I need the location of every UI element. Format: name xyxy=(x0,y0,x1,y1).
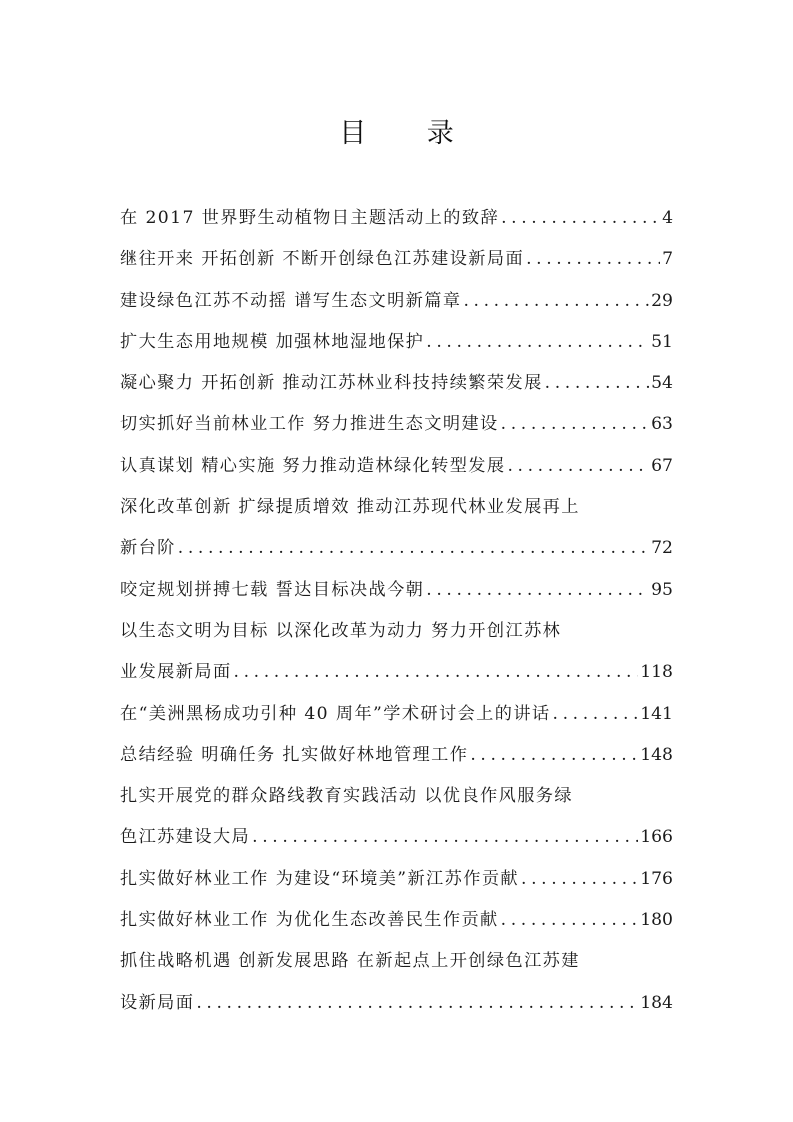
toc-entry[interactable] xyxy=(120,900,673,941)
toc-entry-title: 继往开来 开拓创新 不断开创绿色江苏建设新局面 xyxy=(120,249,525,270)
toc-entry-page: 95 xyxy=(651,579,673,600)
toc-leader-dots xyxy=(470,735,638,776)
toc-entry-line1[interactable] xyxy=(120,776,673,817)
toc-leader-dots xyxy=(463,281,649,322)
toc-entry-page: 29 xyxy=(651,290,673,311)
toc-entry-page: 67 xyxy=(651,455,673,476)
toc-entry-title: 认真谋划 精心实施 努力推动造林绿化转型发展 xyxy=(120,455,506,476)
toc-leader-dots xyxy=(553,694,639,735)
toc-entry-line1[interactable] xyxy=(120,487,673,528)
toc-entry-title: 在“美洲黑杨成功引种 40 周年”学术研讨会上的讲话 xyxy=(120,703,551,724)
toc-entry-page: 166 xyxy=(640,827,673,848)
toc-entry-page: 72 xyxy=(651,538,673,559)
toc-leader-dots xyxy=(196,983,638,1024)
toc-entry[interactable] xyxy=(120,528,673,569)
toc-entry-page: 180 xyxy=(640,910,673,931)
toc-entry[interactable] xyxy=(120,363,673,404)
toc-leader-dots xyxy=(252,817,638,858)
toc-entry[interactable] xyxy=(120,983,673,1024)
toc-entry-title: 设新局面 xyxy=(120,992,195,1013)
toc-entry-title: 在 2017 世界野生动植物日主题活动上的致辞 xyxy=(120,208,500,228)
toc-entry-title: 切实抓好当前林业工作 努力推进生态文明建设 xyxy=(120,414,499,435)
toc-entry-page: 176 xyxy=(640,868,673,889)
toc-leader-dots xyxy=(526,239,660,280)
toc-entry[interactable] xyxy=(120,652,673,693)
toc-leader-dots xyxy=(178,528,649,569)
toc-leader-dots xyxy=(501,900,639,941)
toc-entry-title: 色江苏建设大局 xyxy=(120,827,251,848)
toc-leader-dots xyxy=(545,363,649,404)
toc-entry-line1[interactable] xyxy=(120,941,673,982)
toc-entry-title: 凝心聚力 开拓创新 推动江苏林业科技持续繁荣发展 xyxy=(120,373,543,394)
toc-entry-title-line1: 深化改革创新 扩绿提质增效 推动江苏现代林业发展再上 xyxy=(120,497,580,518)
toc-entry[interactable] xyxy=(120,322,673,363)
toc-entry[interactable] xyxy=(120,239,673,280)
page-title: 目 录 xyxy=(339,118,480,149)
toc-entry-title: 扩大生态用地规模 加强林地湿地保护 xyxy=(120,331,425,352)
toc-leader-dots xyxy=(426,322,649,363)
toc-entry-title-line1: 抓住战略机遇 创新发展思路 在新起点上开创绿色江苏建 xyxy=(120,951,580,972)
toc-entry-page: 63 xyxy=(651,414,673,435)
toc-leader-dots xyxy=(507,446,649,487)
toc-entry-line1[interactable] xyxy=(120,611,673,652)
toc-entry[interactable] xyxy=(120,694,673,735)
toc-entry-title: 咬定规划拼搏七载 誓达目标决战今朝 xyxy=(120,579,425,600)
toc-entry[interactable] xyxy=(120,281,673,322)
table-of-contents xyxy=(120,198,673,1024)
toc-entry-page: 118 xyxy=(640,662,673,683)
toc-leader-dots xyxy=(426,570,649,611)
toc-entry[interactable] xyxy=(120,198,673,239)
toc-entry-title-line1: 扎实开展党的群众路线教育实践活动 以优良作风服务绿 xyxy=(120,786,573,807)
toc-entry-title: 建设绿色江苏不动摇 谱写生态文明新篇章 xyxy=(120,290,462,311)
toc-entry-page: 141 xyxy=(640,703,673,724)
toc-entry-title: 扎实做好林业工作 为优化生态改善民生作贡献 xyxy=(120,910,499,931)
toc-entry-title: 扎实做好林业工作 为建设“环境美”新江苏作贡献 xyxy=(120,868,519,889)
toc-entry[interactable] xyxy=(120,446,673,487)
toc-leader-dots xyxy=(521,859,638,900)
toc-entry-page: 51 xyxy=(651,331,673,352)
toc-leader-dots xyxy=(234,652,639,693)
toc-entry-title: 业发展新局面 xyxy=(120,662,232,683)
toc-entry-title: 总结经验 明确任务 扎实做好林地管理工作 xyxy=(120,744,469,765)
toc-entry-page: 4 xyxy=(662,208,673,228)
toc-entry-page: 184 xyxy=(640,992,673,1013)
toc-entry[interactable] xyxy=(120,859,673,900)
toc-entry[interactable] xyxy=(120,404,673,445)
toc-entry[interactable] xyxy=(120,735,673,776)
toc-entry[interactable] xyxy=(120,817,673,858)
toc-leader-dots xyxy=(501,404,650,445)
toc-entry-page: 54 xyxy=(651,373,673,394)
toc-entry-title-line1: 以生态文明为目标 以深化改革为动力 努力开创江苏林 xyxy=(120,620,562,641)
toc-entry-page: 148 xyxy=(640,744,673,765)
toc-entry-title: 新台阶 xyxy=(120,538,176,559)
toc-leader-dots xyxy=(501,198,660,239)
toc-entry-page: 7 xyxy=(662,249,673,270)
toc-entry[interactable] xyxy=(120,570,673,611)
